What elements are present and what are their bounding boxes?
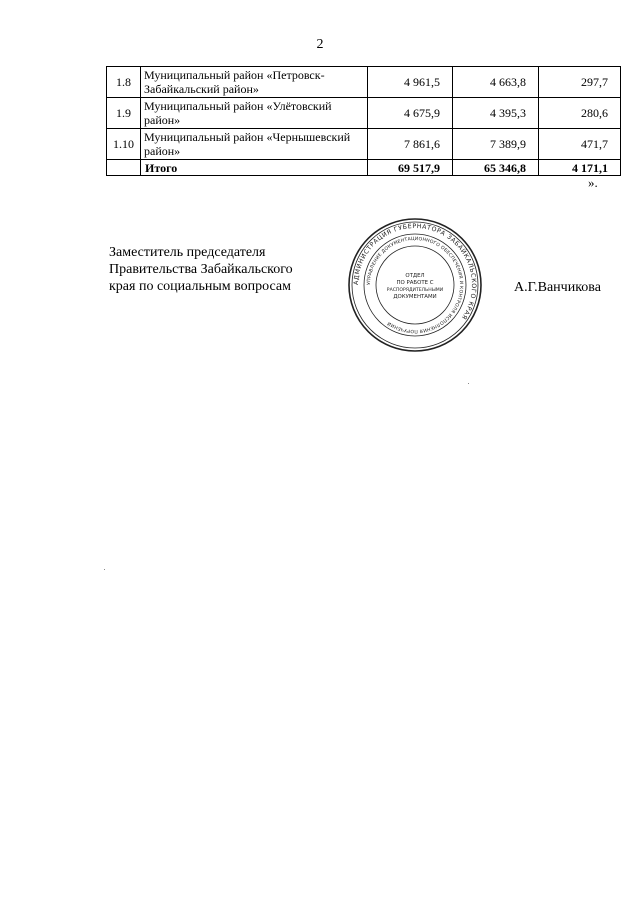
total-amount-cell: 69 517,9 xyxy=(368,160,453,176)
district-name: Муниципальный район «Чернышевский район» xyxy=(141,129,368,160)
seal-inner-text: УПРАВЛЕНИЕ ДОКУМЕНТАЦИОННОГО ОБЕСПЕЧЕНИЯ И КОНТРОЛЯ ИСПОЛНЕНИЯ ПОРУЧЕНИЙ xyxy=(366,236,464,334)
district-name: Муниципальный район «Улётовский район» xyxy=(141,98,368,129)
seal-center-line: ДОКУМЕНТАМИ xyxy=(393,294,437,300)
seal-outer-text: АДМИНИСТРАЦИЯ ГУБЕРНАТОРА ЗАБАЙКАЛЬСКОГО КРАЯ xyxy=(352,222,478,321)
closing-quote: ». xyxy=(588,175,598,190)
table-row xyxy=(107,67,621,98)
amount-cell: 4 961,5 xyxy=(368,67,453,98)
amount-cell: 7 389,9 xyxy=(453,129,539,160)
scan-speck xyxy=(468,383,469,384)
district-name: Муниципальный район «Петровск-Забайкальский район» xyxy=(141,67,368,98)
total-amount-cell: 4 171,1 xyxy=(539,160,621,176)
amount-cell: 471,7 xyxy=(539,129,621,160)
amount-cell: 4 675,9 xyxy=(368,98,453,129)
budget-table xyxy=(106,66,621,176)
seal-center-line: ПО РАБОТЕ С xyxy=(396,280,434,286)
signer-position xyxy=(109,244,339,295)
table-row xyxy=(107,129,621,160)
signer-position-line: Правительства Забайкальского xyxy=(109,262,293,277)
amount-cell: 4 395,3 xyxy=(453,98,539,129)
seal-center-line: РАСПОРЯДИТЕЛЬНЫМИ xyxy=(386,288,444,293)
row-number: 1.10 xyxy=(107,129,141,160)
signer-position-line: Заместитель председателя xyxy=(109,245,266,260)
seal-center-line: ОТДЕЛ xyxy=(405,273,425,279)
official-seal xyxy=(347,217,483,353)
amount-cell: 7 861,6 xyxy=(368,129,453,160)
table-row xyxy=(107,98,621,129)
amount-cell: 4 663,8 xyxy=(453,67,539,98)
row-number xyxy=(107,160,141,176)
total-row xyxy=(107,160,621,176)
signer-name: А.Г.Ванчикова xyxy=(514,280,601,295)
total-label: Итого xyxy=(141,160,368,176)
signer-position-line: края по социальным вопросам xyxy=(109,279,291,294)
page-number: 2 xyxy=(316,37,324,52)
amount-cell: 297,7 xyxy=(539,67,621,98)
total-amount-cell: 65 346,8 xyxy=(453,160,539,176)
row-number: 1.9 xyxy=(107,98,141,129)
seal-center-text xyxy=(387,273,443,300)
scan-speck xyxy=(104,569,105,570)
row-number: 1.8 xyxy=(107,67,141,98)
amount-cell: 280,6 xyxy=(539,98,621,129)
